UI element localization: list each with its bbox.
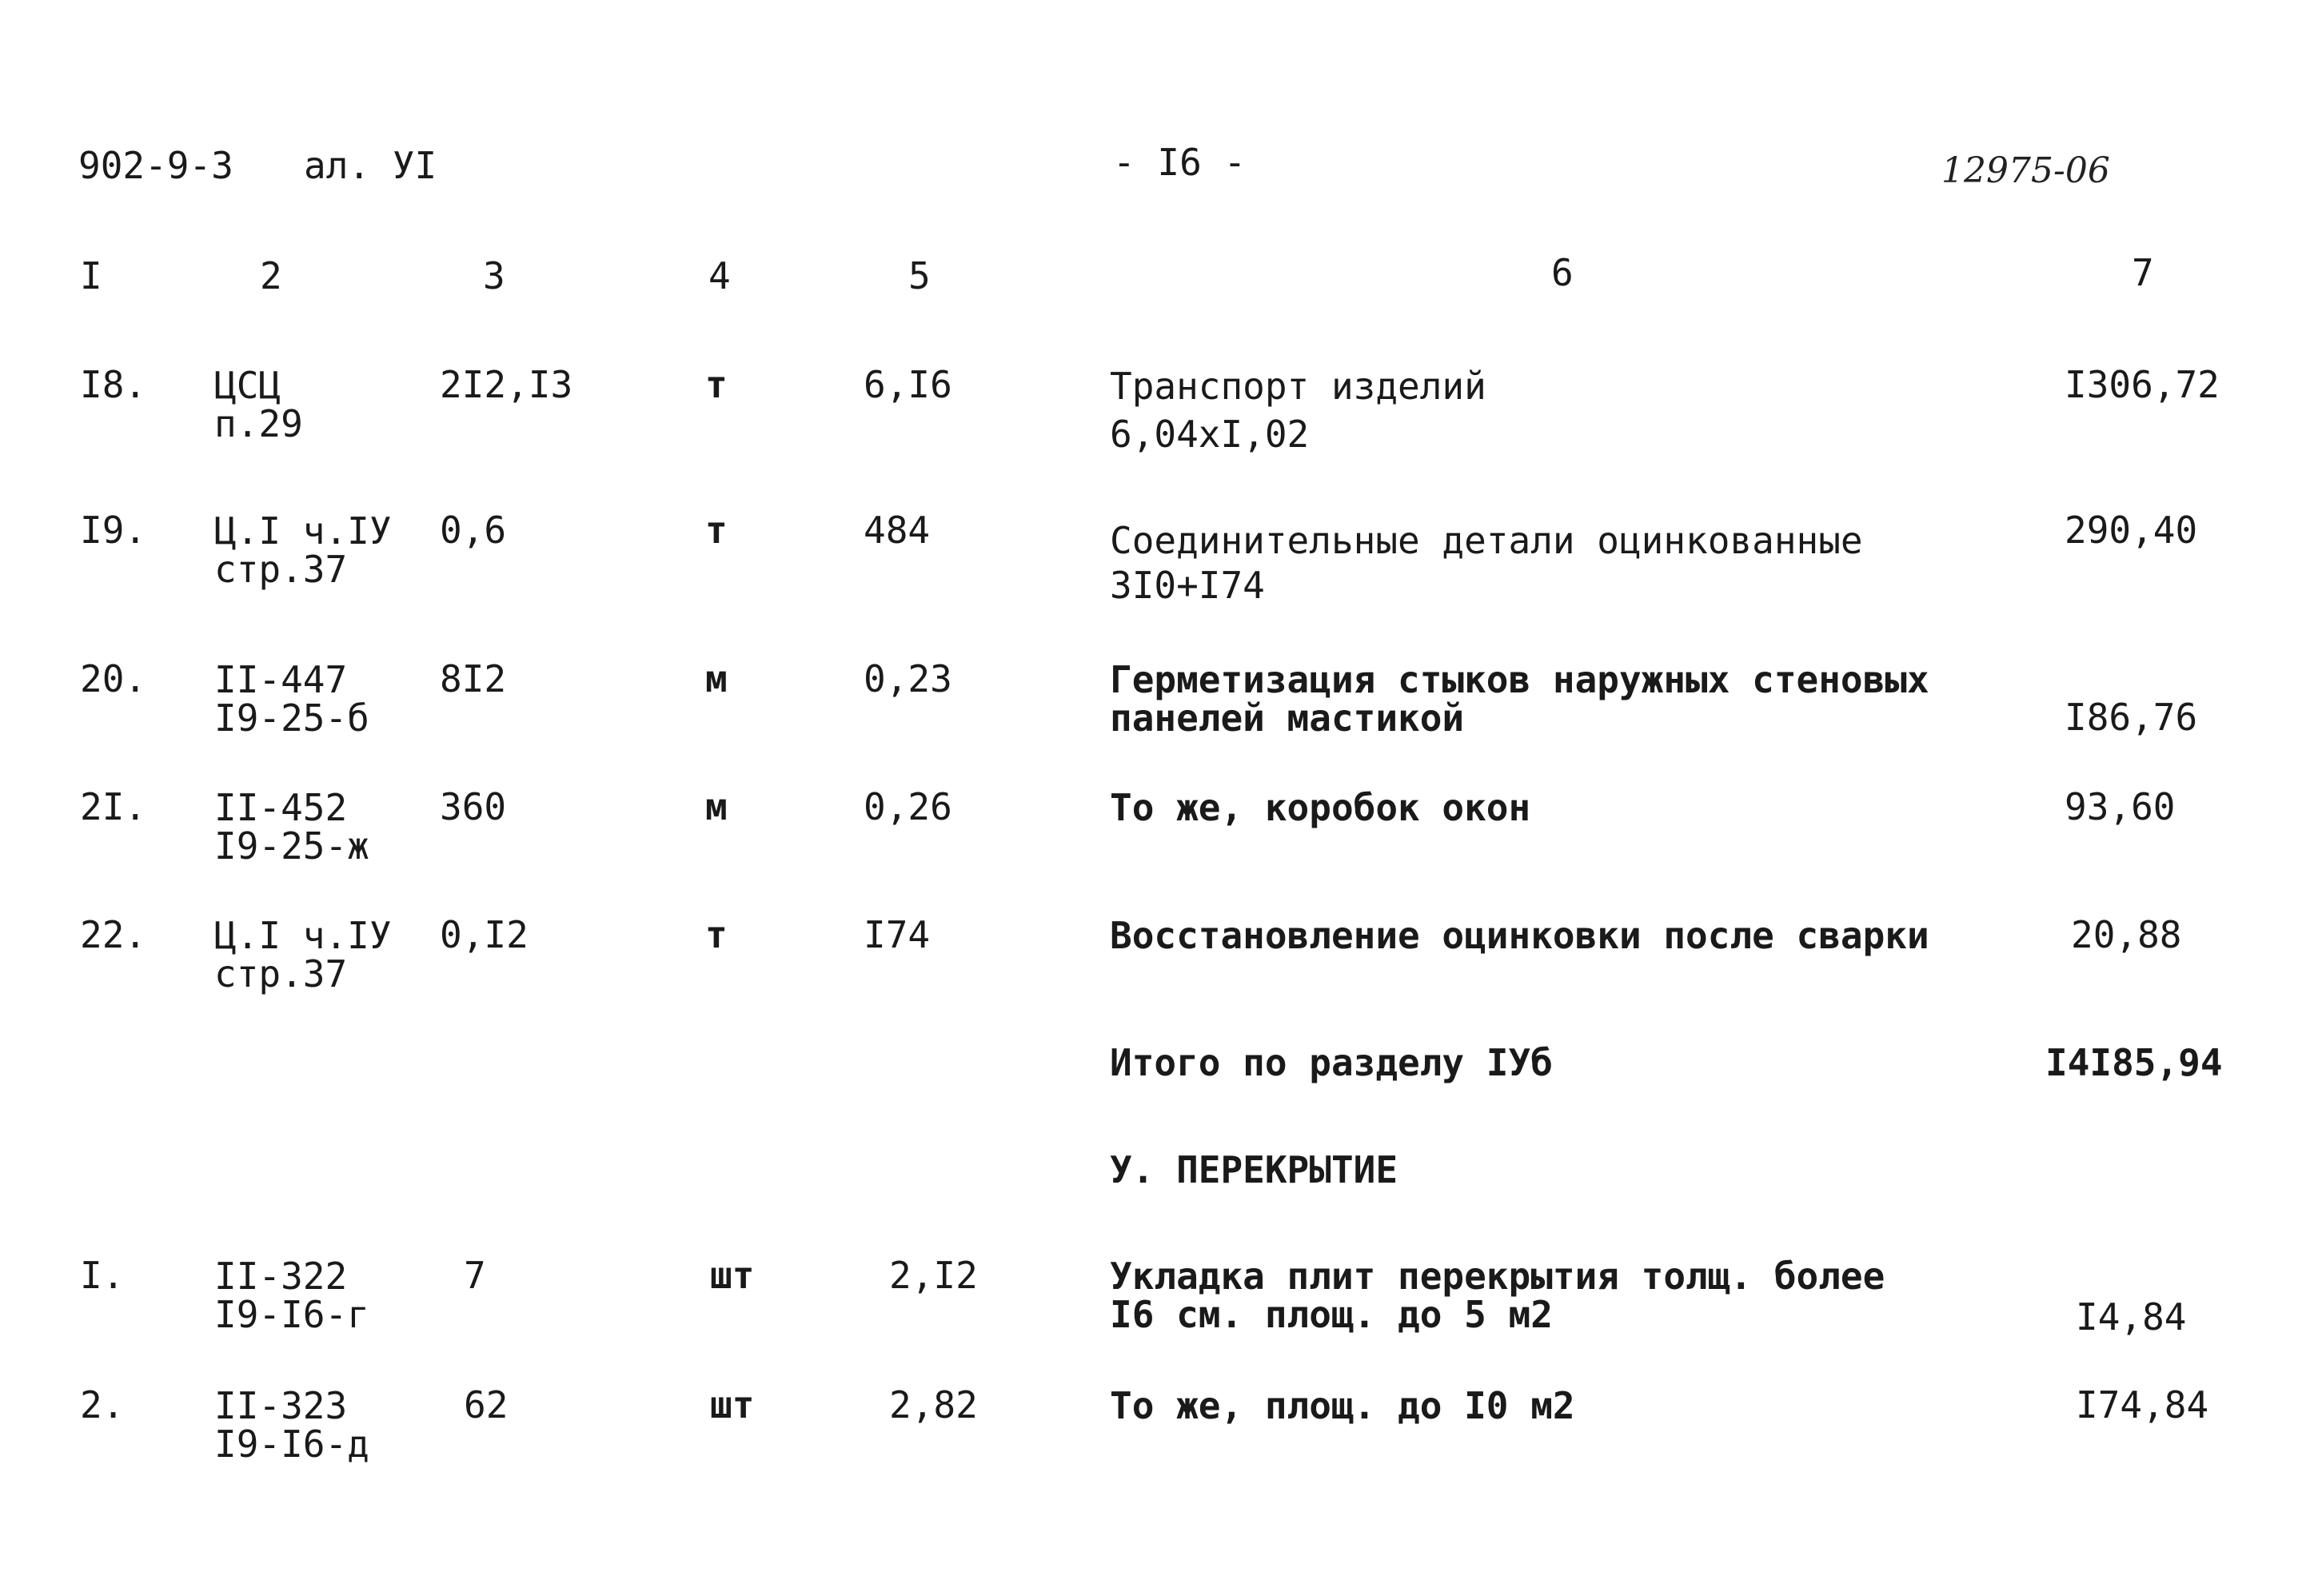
row-unit: м — [705, 657, 728, 700]
row-description — [1110, 512, 1863, 607]
row-reference — [214, 1384, 369, 1466]
reference-line: I9-25-б — [214, 696, 369, 740]
row-reference — [214, 914, 392, 996]
description-line: I6 см. площ. до 5 м2 — [1110, 1293, 1553, 1336]
row-unit: шт — [710, 1254, 755, 1297]
row-price: 0,23 — [864, 657, 952, 700]
column-number: I — [80, 254, 102, 297]
table-row — [0, 913, 2314, 1044]
row-reference — [214, 366, 303, 443]
column-number: 2 — [260, 254, 282, 297]
row-total: I86,76 — [2065, 696, 2198, 739]
subtotal-label: Итого по разделу IУб — [1110, 1041, 1553, 1084]
row-total: I74,84 — [2076, 1383, 2209, 1426]
description-line: То же, площ. до I0 м2 — [1110, 1384, 1575, 1427]
row-quantity: 8I2 — [440, 657, 507, 700]
row-quantity: 7 — [464, 1254, 486, 1297]
subtotal-value: I4I85,94 — [2045, 1041, 2223, 1084]
row-total: 290,40 — [2065, 509, 2198, 552]
row-unit: шт — [710, 1383, 755, 1426]
reference-line: стр.37 — [214, 952, 348, 996]
reference-line: I9-25-ж — [214, 824, 369, 868]
reference-line: п.29 — [214, 402, 303, 445]
description-line: То же, коробок окон — [1110, 786, 1531, 829]
row-number: I8. — [80, 363, 147, 406]
description-line: Соединительные детали оцинкованные — [1110, 519, 1863, 562]
row-quantity: 0,6 — [440, 509, 507, 552]
row-description — [1110, 1257, 1885, 1334]
row-description — [1110, 658, 1929, 740]
description-line: панелей мастикой — [1110, 696, 1465, 740]
description-line: Укладка плит перекрытия толщ. более — [1110, 1255, 1885, 1298]
row-reference — [214, 1257, 369, 1334]
row-quantity: 0,I2 — [440, 913, 529, 956]
row-price: 2,82 — [889, 1383, 978, 1426]
table-row — [0, 657, 2314, 788]
reference-line: II-447 — [214, 658, 348, 701]
row-number: 2I. — [80, 785, 147, 828]
row-total: 20,88 — [2071, 913, 2182, 956]
row-number: 22. — [80, 913, 147, 956]
column-number: 5 — [908, 254, 931, 297]
handwritten-number: 12975-06 — [1941, 150, 2110, 191]
table-row — [0, 509, 2314, 640]
row-number: I9. — [80, 509, 147, 552]
row-quantity: 2I2,I3 — [440, 363, 573, 406]
album-label: ал. УI — [304, 144, 437, 187]
row-number: 2. — [80, 1383, 125, 1426]
reference-line: ЦСЦ — [214, 364, 281, 407]
description-line: Восстановление оцинковки после сварки — [1110, 914, 1929, 957]
description-line: 3I0+I74 — [1110, 564, 1265, 607]
row-price: 2,I2 — [889, 1254, 978, 1297]
row-description — [1110, 916, 1929, 955]
row-reference — [214, 658, 369, 740]
reference-line: II-322 — [214, 1255, 348, 1298]
row-unit: м — [705, 785, 728, 828]
table-row — [0, 363, 2314, 494]
row-total: 93,60 — [2065, 785, 2176, 828]
row-description — [1110, 358, 1486, 454]
row-unit: т — [705, 509, 728, 552]
reference-line: Ц.I ч.IУ — [214, 509, 392, 553]
reference-line: I9-I6-д — [214, 1422, 369, 1466]
description-line: Герметизация стыков наружных стеновых — [1110, 658, 1929, 701]
row-total: I4,84 — [2076, 1295, 2187, 1339]
row-number: I. — [80, 1254, 125, 1297]
row-description — [1110, 1384, 1575, 1427]
page-number: - I6 - — [1113, 141, 1247, 184]
reference-line: стр.37 — [214, 548, 348, 591]
description-line: Транспорт изделий — [1110, 365, 1486, 408]
row-total: I306,72 — [2065, 363, 2220, 406]
row-price: 6,I6 — [864, 363, 952, 406]
reference-line: Ц.I ч.IУ — [214, 914, 392, 957]
column-number: 4 — [708, 254, 731, 297]
reference-line: II-452 — [214, 786, 348, 829]
row-reference — [214, 509, 392, 591]
column-number: 7 — [2132, 251, 2154, 294]
row-price: 484 — [864, 509, 931, 552]
column-number: 6 — [1551, 251, 1574, 294]
column-number: 3 — [483, 254, 505, 297]
row-unit: т — [705, 913, 728, 956]
row-reference — [214, 786, 369, 868]
row-number: 20. — [80, 657, 147, 700]
section-title: У. ПЕРЕКРЫТИЕ — [1110, 1148, 1398, 1191]
doc-code: 902-9-3 — [78, 144, 233, 187]
table-row — [0, 785, 2314, 916]
reference-line: I9-I6-г — [214, 1293, 369, 1336]
row-quantity: 360 — [440, 785, 507, 828]
reference-line: II-323 — [214, 1384, 348, 1427]
table-row — [0, 1254, 2314, 1385]
description-line: 6,04хI,02 — [1110, 413, 1310, 456]
row-price: 0,26 — [864, 785, 952, 828]
row-description — [1110, 788, 1530, 827]
row-quantity: 62 — [464, 1383, 509, 1426]
table-row — [0, 1383, 2314, 1514]
row-unit: т — [705, 363, 728, 406]
row-price: I74 — [864, 913, 931, 956]
